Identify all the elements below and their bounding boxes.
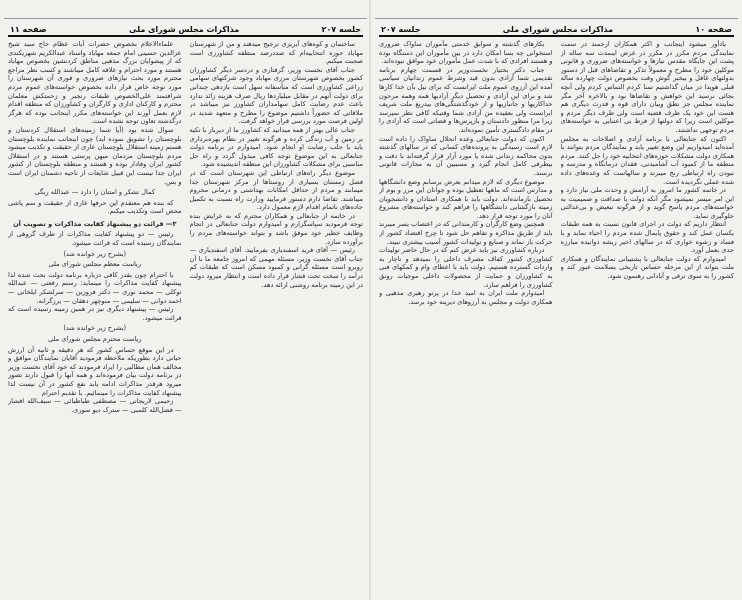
paragraph: سوال شده بود (آیا شما زمینه‌های استقلال کردستان و بلوچستان را تشویق نموده اید) چون اینجانب نماینده بلوچستان هستم زمینه استقلال بلوچستان عاری از حقیقت و تکذیب میشود مردم بلوچستان مردمان میهن پرستی هستند و در استقلال کشور ایران وفادار بوده و هستند و منطقه بلوچستان از کشور ایران جدا نیست این قبیل شایعات از ناحیه دشمنان ایران است و بس. — [8, 125, 182, 186]
paragraph: اکنون که دولت جنابعالی وعده انحلال ساواک را داده است لازم است رسیدگی به پرونده‌های کسانی که در سالهای گذشته بدون محاکمه زندانی شده یا مورد آزار قرار گرفته‌اند با دقت و بیطرفی کامل انجام گیرد و مسببین آن به مجازات قانونی برسند. — [379, 134, 553, 177]
centered-line: (بشرح زیر خوانده شد) — [63, 324, 127, 333]
scan-edge-line — [375, 18, 738, 19]
paragraph: جناب آقای نخست وزیر، گرفتاری و دردسر دیگر کشاورزان کشور بخصوص شهرستان مرزی مهاباد وجود شرکتهای سهامی زراعی کشاورزی است که متأسفانه سهل است بازدهی چندانی برای دولت آنهم در مقابل میلیاردها ریال صرف هزینه زائد ندارد باعث عدم رضایت کامل سهامداران کشاورز نیز میباشد در ملاقاتی که حضوراً داشتیم موضوع را مطرح و متعهد شدید در اولین فرصت مورد بررسی قرار خواهد گرفت. — [189, 65, 363, 126]
paragraph: رحیمی لاریجانی — مصطفی طباطبائی — سیف‌الله افشار — فضل‌الله کلمبی — سترک دیو سوری. — [8, 397, 182, 414]
paragraph: ساختمان و کوه‌های آبریزی ترجیح میدهند و من از شهرستان مهاباد حوزه انتخابیه‌ام که صددرصد منطقه کشاورزی است صحبت میکنم. — [189, 40, 363, 66]
header-rule — [379, 35, 734, 37]
text-columns — [379, 40, 734, 596]
paragraph: یادآور میشود اینجانب و اکثر همکاران ارجمند در سمت نمایندگی مردم مکرر در مکرر در عرض اینمدت سه ساله از پشت این جایگاه مقدس نیازها و خواسته‌های ضروری و قانونی موکلین خود را مطرح و معمولاً تذکر و تقاضاهای قبل از دستور بدولتهای غافل و بیخبر گوش وقت بخصوص دولت چهارده ساله قبلی هویدا در میان گذاشتیم تمنا کردم التماس کردم ولی آنچه بجائی نرسید این خواهش و تقاضاها بود و بالاخره آخر مگر نماینده مجلس جز نطق وبیان دارای قوه و قدرت دیگری هم هست این خود یک طرف قضیه است ولی طرف دیگر مردم و موکلین است زیرا که دولتها از فرط بی اعتنایی به خواسته‌های مردم توجهی نداشتند. — [560, 40, 734, 134]
paragraph: موضوع دیگر راه‌های ارتباطی این شهرستان است که در فصل زمستان بسیاری از روستاها از مرکز شهرستان جدا میمانند و مردم از حداقل امکانات بهداشتی و درمانی محروم میباشند. تقاضا دارم دستور فرمایید وزارت راه نسبت به تکمیل جاده‌های ناتمام اقدام لازم معمول دارد. — [189, 168, 363, 212]
section-heading: ۳— قرائت دو پیشنهاد کفایت مذاکرات و تصویب آن — [13, 219, 177, 228]
paragraph: امیدوارم ملت ایران به امید خدا در پرتو رهبری مذهبی و همکاری دولت و مجلس به آرزوهای دیرینه خود برسد. — [379, 289, 553, 306]
paragraph: در خاتمه از جنابعالی و همکاران محترم که به عرایض بنده توجه فرمودید سپاسگزارم و امیدوارم دولت جنابعالی در انجام وظایف خطیر خود موفق باشد و بتواند خواسته‌های مردم را برآورده سازد. — [189, 211, 363, 246]
paragraph: با احترام چون بقدر کافی درباره برنامه دولت بحث شده لذا پیشنهاد کفایت مذاکرات را مینماید: رستم رفعتی — عبدالله توکلی — محمد نوری — دکتر فروزین — سرلشکر ایلخانی — احمد دوانی — سلیمی — منوچهر دهقان — برزگرانه. — [8, 270, 182, 305]
paragraph: در این موقع حساس کشور که هر دقیقه و ثانیه آن ارزش حیاتی دارد بطوریکه ملاحظه فرمودید آقایان نمایندگان موافق و مخالف همان مطالبی را ایراد فرمودند که خود آقای نخست وزیر در برنامه دولت بیان فرموده‌اند و همه آنها را قبول دارند تصور میرود هرقدر مذاکرات ادامه یابد نفع کشور در آن نیست لذا پیشنهاد کفایت مذاکرات را مینمائیم. با تقدیم احترام — [8, 345, 182, 397]
paragraph: رئیس — پیشنهاد دیگری نیز در همین زمینه رسیده است که قرائت میشود. — [8, 305, 182, 322]
paragraph: بکارهای گذشته و سوابق خدمتی مأموران ساواک ضروری استخوانی چه بسا امکان دارد در بین مأموران این دستگاه بوده و هستند افرادی که با شدت عمل مأموران خود موافق نبوده‌اند. — [379, 40, 553, 66]
centered-line: ریاست معظم مجلس شورای ملی — [48, 260, 142, 269]
publication-title: مذاکرات مجلس شورای ملی — [128, 25, 240, 34]
paragraph: همچنین وضع کارگران و کارمندانی که در اعتصاب بسر میبرند باید از طریق مذاکره و تفاهم حل شود تا چرخ اقتصاد کشور از حرکت باز نماند و صنایع و تولیدات کشور آسیب بیشتری نبیند. — [379, 220, 553, 246]
paragraph: رئیس — دو پیشنهاد کفایت مذاکرات از طرف گروهی از نمایندگان رسیده است که قرائت میشود. — [8, 230, 182, 248]
text-columns — [8, 40, 363, 596]
publication-title: مذاکرات مجلس شورای ملی — [502, 25, 614, 34]
paragraph: موضوع دیگری که لازم میدانم بعرض برسانم وضع دانشگاهها و مدارس است که ماهها تعطیل بوده و جوانان این مرز و بوم از تحصیل بازمانده‌اند. دولت باید با همکاری استادان و دانشجویان زمینه بازگشایی دانشگاهها را فراهم کند و خواسته‌های مشروع آنان را مورد توجه قرار دهد. — [379, 177, 553, 220]
page-header — [381, 22, 732, 34]
right-column — [190, 40, 364, 596]
paragraph: امیدوارم که دولت جنابعالی با پشتیبانی نمایندگان و همکاری ملت بتواند از این مرحله حساس تاریخی بسلامت عبور کند و کشور را به سوی ترقی و آبادانی رهنمون شود. — [560, 254, 734, 281]
paragraph: جناب عالی بهتر از همه میدانید که کشاورز ما از دیرباز با تکیه بر زمین و آب زندگی کرده و هرگونه تغییر در نظام بهره‌برداری باید با جلب رضایت او انجام شود. امیدوارم در برنامه دولت جنابعالی به این موضوع توجه کافی مبذول گردد و راه حل مناسبی برای مشکلات کشاورزان این منطقه اندیشیده شود. — [189, 125, 363, 169]
paragraph: درباره کشاورزی نیز باید عرض کنم که در حال حاضر تولیدات کشاورزی کشور کفاف مصرف داخلی را نمیدهد و ناچار به واردات گسترده هستیم. دولت باید با اعطای وام و کمکهای فنی به کشاورزان و حمایت از محصولات داخلی موجبات رونق کشاورزی را فراهم سازد. — [379, 246, 553, 289]
paragraph: رئیس — آقای فرید اسفندیاری بفرمایید. آقای اسفندیاری — جناب آقای نخست وزیر، مسئله مهمی که امروز جامعه ما با آن روبرو است مسئله گرانی و کمبود مسکن است که طبقات کم درآمد را سخت تحت فشار قرار داده است و انتظار میرود دولت در این زمینه برنامه روشنی ارائه دهد. — [189, 246, 363, 289]
session-number: جلسه ۲۰۷ — [381, 25, 421, 34]
right-page — [371, 0, 742, 600]
page-number: صفحه ۱۰ — [695, 25, 732, 34]
scan-edge-line — [4, 18, 367, 19]
session-number: جلسه ۲۰۷ — [321, 25, 361, 34]
centered-line: (بشرح زیر خوانده شد) — [63, 249, 127, 258]
right-column — [561, 40, 735, 596]
paragraph: انتظار داریم که دولت در اجرای قانون نسبت به همه طبقات یکسان عمل کند و حقوق پایمال شده مردم را احیاء نماید و با فساد و رشوه خواری که در سالهای اخیر ریشه دوانیده مبارزه جدی بعمل آورد. — [560, 220, 734, 255]
paragraph: علماءالاعلام بخصوص حضرات آیات عظام حاج سید شیخ عزالدین حسینی امام جمعه مهاباد واستاد عبدالکریم شهریکندی که از پیشوایان بزرگ مذهبی مناطق کردنشین بخصوص مهاباد هستند و مورد احترام و علاقه کامل میباشند و کسب نظر مراجع محترم مورد بحث نیازهای ضروری و فوری آن شهرستان را مورد توجه خاص قرار داده بخصوص خواسته‌های عموم مردم شرافتمند علی‌الخصوص طبقات رنجبر و زحمتکش معلمان محترم و کارکنان اداری و کارگران و کشاورزان که منطقه اقدام لازم بعمل آورند این خواسته‌های مکرر اینجانب بوده که هرگز درگذشته تعاون توجه نشده است. — [8, 40, 182, 126]
paragraph: اکنون که جنابعالی با برنامه آزادی و اصلاحات به مجلس آمده‌اید امیدواریم این وضع تغییر یابد و نمایندگان مردم بتوانند با همکاری دولت مشکلات حوزه‌های انتخابیه خود را حل کنند. مردم منطقه ما از کمبود آب آشامیدنی، فقدان درمانگاه و مدرسه و نبودن راه ارتباطی رنج میبرند و سالهاست که وعده‌های داده شده عملی نگردیده است. — [560, 134, 734, 186]
centered-line: ریاست محترم مجلس شورای ملی — [47, 335, 142, 343]
paragraph: جناب دکتر بختیار نخست‌وزیر در قسمت چهارم برنامه تقدیمی شما آزادی بدون قید وشرط عموم زندانیان سیاسی آمده این آرزوی عموم ملت ایرانست که برای نیل بآن خدا کارها شد و برای این آزادی و تحصیل دیگر آزادیها همه وهمه مرحون خداکاریها و جانبازیها و از خودگذشتگی‌های بیدریغ ملت شریف ایرانست ولی بعقیده من آزادی شما وقتیکه کافی نظر نمیرسد زیرا مرا منظور دادستان و بازپرس‌ها و قضاتی است که آزادی را در مقام دادگستری تأمین نموده‌اند. — [379, 65, 553, 134]
page-header — [10, 22, 361, 34]
paragraph: در خاتمه کشور ما امروز به آرامش و وحدت ملی نیاز دارد و این امر میسر نمیشود مگر آنکه دولت با صداقت و صمیمیت به خواسته‌های مردم پاسخ گوید و از هرگونه تبعیض و بی‌عدالتی جلوگیری نماید. — [560, 186, 734, 220]
page-number: صفحه ۱۱ — [10, 25, 47, 34]
paragraph: که بنده هم معتقدم این حرفها عاری از حقیقت و سم پاشی محض است وتکذیب میکنم. — [8, 198, 182, 216]
centered-line: کمال تشکر و امتنان را دارد — عبدالله ریگی — [34, 188, 155, 197]
left-column — [8, 40, 182, 596]
left-column — [379, 40, 553, 596]
header-rule — [8, 35, 363, 37]
